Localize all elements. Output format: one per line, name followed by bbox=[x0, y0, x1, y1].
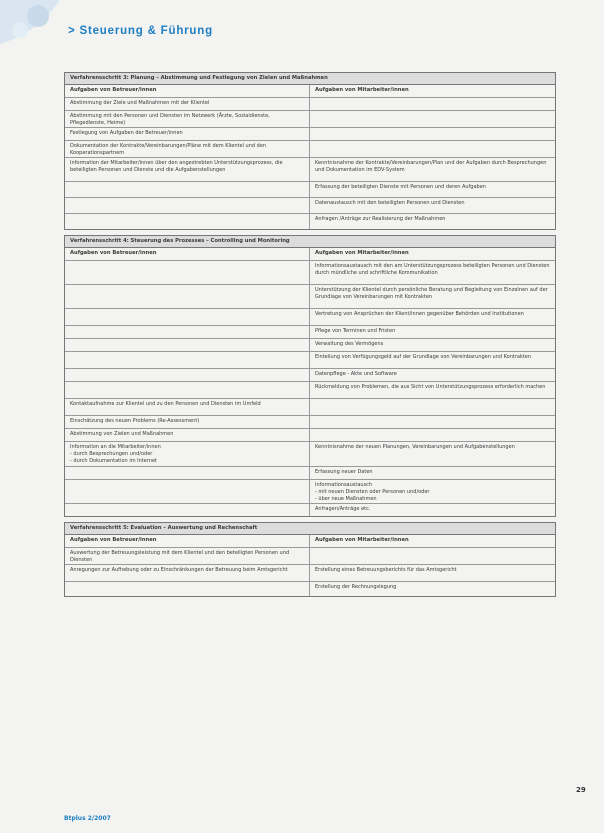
cell-betreuer-task: Abstimmung der Ziele und Maßnahmen mit der Klientel bbox=[65, 98, 310, 110]
cell-mitarbeiter-task: Erstellung eines Betreuungsberichts für das Amtsgericht bbox=[315, 566, 457, 573]
cell-betreuer-task: Information der Mitarbeiter/innen über den angestrebten Unterstützungsprozess, die beteiligten Personen und Dienste und die Aufgabenstellungen bbox=[65, 158, 310, 181]
cell-betreuer-task bbox=[65, 467, 310, 479]
page-number: 29 bbox=[576, 786, 586, 794]
cell-mitarbeiter-task: Erfassung der beteiligten Dienste mit Personen und deren Aufgaben bbox=[315, 183, 486, 190]
cell-betreuer-task bbox=[65, 352, 310, 368]
cell-mitarbeiter-task: Rückmeldung von Problemen, die aus Sicht von Unterstützungsprozess erforderlich machen bbox=[315, 383, 546, 390]
cell-mitarbeiter-task: Verwaltung des Vermögens bbox=[315, 340, 384, 347]
cell-betreuer-task bbox=[65, 504, 310, 516]
table-row bbox=[65, 98, 555, 111]
cell-mitarbeiter-task: Erfassung neuer Daten bbox=[315, 468, 373, 475]
cell-betreuer-task bbox=[65, 582, 310, 596]
table-row bbox=[65, 565, 555, 582]
table-row bbox=[65, 582, 555, 596]
table-row bbox=[65, 111, 555, 128]
table-row bbox=[65, 504, 555, 516]
cell-mitarbeiter-task: Einteilung von Verfügungsgeld auf der Grundlage von Vereinbarungen und Kontrakten bbox=[315, 353, 532, 360]
cell-betreuer-task bbox=[65, 382, 310, 398]
cell-mitarbeiter-task bbox=[310, 111, 555, 127]
cell-mitarbeiter-task bbox=[310, 429, 555, 441]
column-header-betreuer: Aufgaben von Betreuer/innen bbox=[65, 535, 310, 547]
table-row bbox=[65, 442, 555, 467]
table-row bbox=[65, 548, 555, 565]
procedure-table bbox=[64, 235, 556, 517]
cell-mitarbeiter-task: Anfragen/Anträge etc. bbox=[315, 505, 371, 512]
cell-betreuer-task: Dokumentation der Kontrakte/Vereinbarungen/Pläne mit dem Klientel und den Kooperationspartnern bbox=[65, 141, 310, 157]
table-row bbox=[65, 285, 555, 309]
cell-betreuer-task: Auswertung der Betreuungsleistung mit dem Klientel und den beteiligten Personen und Diensten bbox=[65, 548, 310, 564]
procedure-table bbox=[64, 72, 556, 230]
cell-mitarbeiter-task: Informationsaustausch mit den am Unterstützungsprozess beteiligten Personen und Diensten durch mündliche und schriftliche Kommunikation bbox=[315, 262, 550, 276]
table-row bbox=[65, 467, 555, 480]
cell-mitarbeiter-task: Erstellung der Rechnungslegung bbox=[315, 583, 397, 590]
cell-mitarbeiter-task: Pflege von Terminen und Fristen bbox=[315, 327, 396, 334]
cell-mitarbeiter-task: Datenpflege - Akte und Software bbox=[315, 370, 397, 377]
cell-betreuer-task: Information an die Mitarbeiter/innen - durch Besprechungen und/oder - durch Dokumentation im Internet bbox=[65, 442, 310, 466]
table-row bbox=[65, 261, 555, 285]
cell-betreuer-task bbox=[65, 214, 310, 229]
cell-betreuer-task bbox=[65, 326, 310, 338]
cell-betreuer-task bbox=[65, 198, 310, 213]
cell-mitarbeiter-task: Vertretung von Ansprüchen der Klient/innen gegenüber Behörden und Institutionen bbox=[315, 310, 524, 317]
table-row bbox=[65, 382, 555, 399]
cell-mitarbeiter-task: Unterstützung der Klientel durch persönliche Beratung und Begleitung von Einzelnen auf der Grundlage von Vereinbarungen mit Kontrakten bbox=[315, 286, 548, 300]
cell-mitarbeiter-task: Datenaustausch mit den beteiligten Personen und Diensten bbox=[315, 199, 465, 206]
section-title: > Steuerung & Führung bbox=[68, 25, 213, 37]
column-header-row bbox=[65, 535, 555, 548]
table-row bbox=[65, 309, 555, 326]
table-row bbox=[65, 326, 555, 339]
cell-mitarbeiter-task: Informationsaustausch - mit neuen Diensten oder Personen und/oder - über neue Maßnahmen bbox=[315, 481, 430, 502]
table-row bbox=[65, 480, 555, 504]
cell-betreuer-task: Abstimmung mit den Personen und Diensten im Netzwerk (Ärzte, Sozialdienste, Pflegedienste, Heime) bbox=[65, 111, 310, 127]
table-row bbox=[65, 128, 555, 141]
cell-betreuer-task bbox=[65, 480, 310, 503]
cell-mitarbeiter-task bbox=[310, 399, 555, 415]
table-row bbox=[65, 158, 555, 182]
cell-mitarbeiter-task bbox=[310, 416, 555, 428]
procedure-table bbox=[64, 522, 556, 597]
column-header-mitarbeiter: Aufgaben von Mitarbeiter/innen bbox=[315, 536, 409, 543]
cell-betreuer-task bbox=[65, 182, 310, 197]
column-header-row bbox=[65, 85, 555, 98]
table-row bbox=[65, 141, 555, 158]
cell-mitarbeiter-task bbox=[310, 128, 555, 140]
table-row bbox=[65, 214, 555, 229]
table-row bbox=[65, 352, 555, 369]
table-row bbox=[65, 416, 555, 429]
cell-betreuer-task: Kontaktaufnahme zur Klientel und zu den Personen und Diensten im Umfeld bbox=[65, 399, 310, 415]
table-row bbox=[65, 429, 555, 442]
cell-betreuer-task bbox=[65, 309, 310, 325]
cell-betreuer-task: Einschätzung des neuen Problems (Re-Assessment) bbox=[65, 416, 310, 428]
column-header-row bbox=[65, 248, 555, 261]
cell-betreuer-task bbox=[65, 285, 310, 308]
column-header-betreuer: Aufgaben von Betreuer/innen bbox=[65, 85, 310, 97]
cell-mitarbeiter-task bbox=[310, 98, 555, 110]
cell-betreuer-task bbox=[65, 339, 310, 351]
cell-mitarbeiter-task bbox=[310, 548, 555, 564]
procedure-tables bbox=[64, 72, 556, 602]
column-header-betreuer: Aufgaben von Betreuer/innen bbox=[65, 248, 310, 260]
table-title: Verfahrensschritt 3: Planung – Abstimmung und Festlegung von Zielen und Maßnahmen bbox=[65, 73, 555, 85]
table-row bbox=[65, 182, 555, 198]
cell-mitarbeiter-task: Kenntnisnahme der neuen Planungen, Vereinbarungen und Aufgabenstellungen bbox=[315, 443, 515, 450]
cell-betreuer-task bbox=[65, 261, 310, 284]
table-title: Verfahrensschritt 5: Evaluation – Auswertung und Rechenschaft bbox=[65, 523, 555, 535]
cell-betreuer-task: Abstimmung von Zielen und Maßnahmen bbox=[65, 429, 310, 441]
cell-betreuer-task: Festlegung von Aufgaben der Betreuer/innen bbox=[65, 128, 310, 140]
cell-mitarbeiter-task: Kenntnisnahme der Kontrakte/Vereinbarungen/Plan und der Aufgaben durch Besprechungen und Dokumentation im EDV-System bbox=[315, 159, 547, 173]
column-header-mitarbeiter: Aufgaben von Mitarbeiter/innen bbox=[315, 86, 409, 93]
table-title: Verfahrensschritt 4: Steuerung des Prozesses – Controlling und Monitoring bbox=[65, 236, 555, 248]
table-row bbox=[65, 339, 555, 352]
cell-betreuer-task bbox=[65, 369, 310, 381]
cell-betreuer-task: Anregungen zur Aufhebung oder zu Einschränkungen der Betreuung beim Amtsgericht bbox=[65, 565, 310, 581]
column-header-mitarbeiter: Aufgaben von Mitarbeiter/innen bbox=[315, 249, 409, 256]
table-row bbox=[65, 369, 555, 382]
table-row bbox=[65, 198, 555, 214]
cell-mitarbeiter-task: Anfragen /Anträge zur Realisierung der Maßnahmen bbox=[315, 215, 446, 222]
table-row bbox=[65, 399, 555, 416]
publication-logo bbox=[0, 0, 72, 56]
cell-mitarbeiter-task bbox=[310, 141, 555, 157]
publication-footer: Btplus 2/2007 bbox=[64, 815, 111, 822]
